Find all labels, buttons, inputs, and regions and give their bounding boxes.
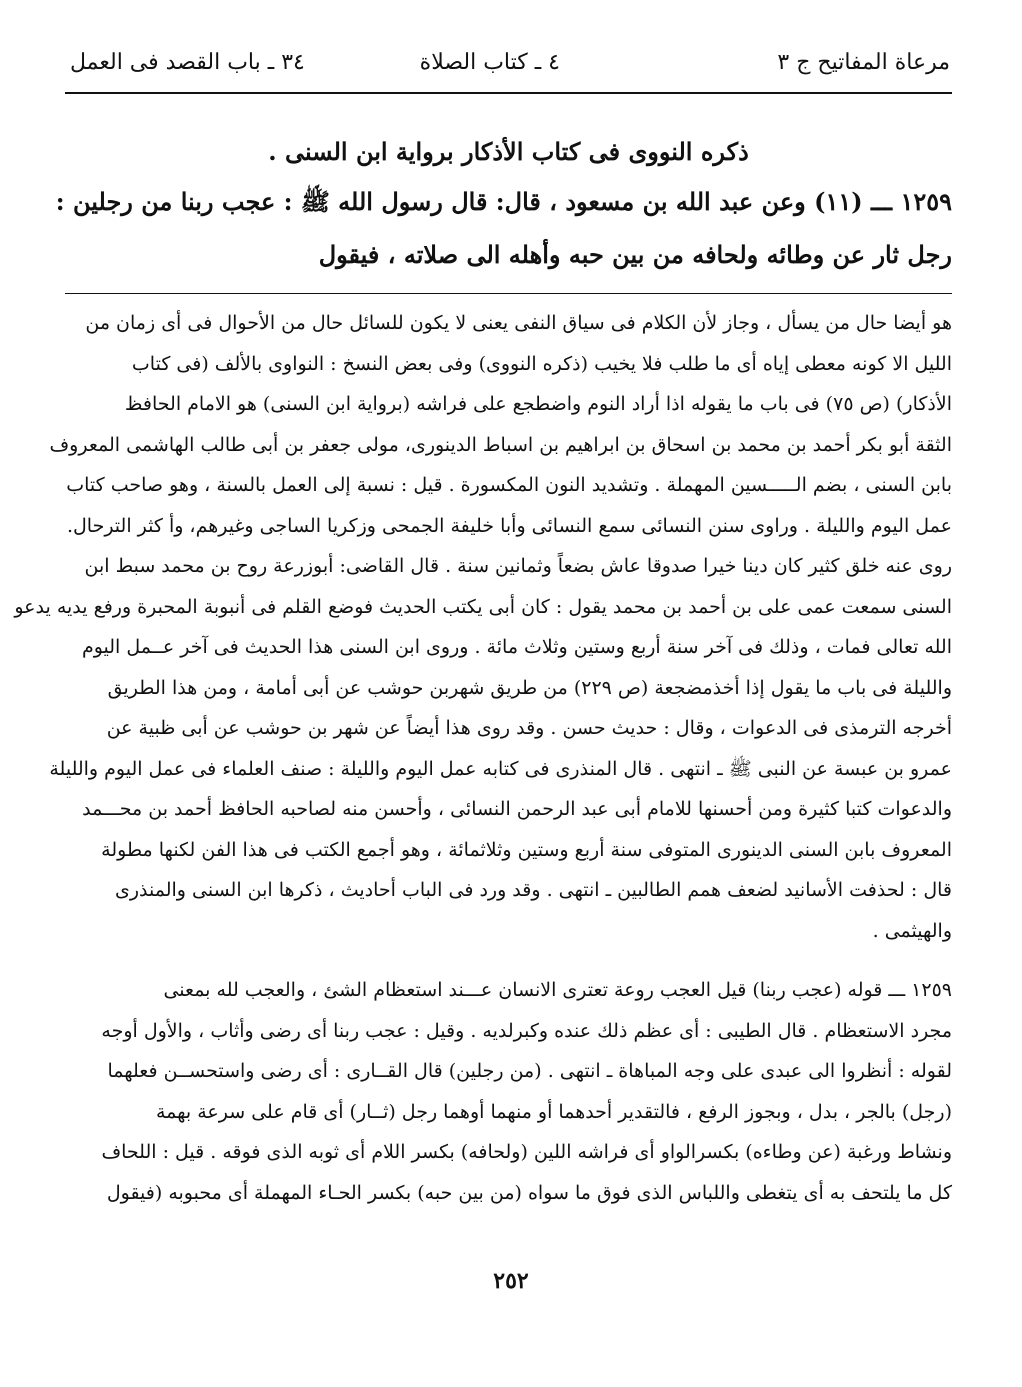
commentary-line: روى عنه خلق كثير كان دينا خيرا صدوقا عاش بضعاً وثمانين سنة . قال القاضى: أبوزرعة روح بن محمد سبط ابن xyxy=(84,555,952,577)
commentary-line: هو أيضا حال من يسأل ، وجاز لأن الكلام فى سياق النفى يعنى لا يكون للسائل حال من الأحوال فى أى زمان من xyxy=(85,312,952,334)
commentary-line: مجرد الاستعظام . قال الطيبى : أى عظم ذلك عنده وكبرلديه . وقيل : عجب ربنا أى رضى وأثاب ، والأول أوجه xyxy=(101,1019,952,1042)
commentary-line: أخرجه الترمذى فى الدعوات ، وقال : حديث حسن . وقد روى هذا أيضاً عن شهر بن حوشب عن أبى ظبية عن xyxy=(106,717,952,739)
commentary-line: قال : لحذفت الأسانيد لضعف همم الطالبين ـ انتهى . وقد ورد فى الباب أحاديث ، ذكرها ابن السنى والمنذرى xyxy=(114,879,952,901)
header-rule xyxy=(65,92,952,94)
commentary-line: الثقة أبو بكر أحمد بن محمد بن اسحاق بن ابراهيم بن اسباط الدينورى، مولى جعفر بن أبى طالب الهاشمى المعروف xyxy=(49,433,952,456)
commentary-line: الأذكار) (ص ٧٥) فى باب ما يقوله اذا أراد النوم واضطجع على فراشه (برواية ابن السنى) هو الامام الحافظ xyxy=(124,393,952,415)
commentary-line: والهيثمى . xyxy=(872,919,952,942)
commentary-line: بابن السنى ، بضم الـــــسين المهملة . وتشديد النون المكسورة . قيل : نسبة إلى العمل بالسنة ، وهو صاحب كتاب xyxy=(66,474,952,496)
commentary-line: المعروف بابن السنى الدينورى المتوفى سنة أربع وستين وثلاثمائة ، وهو أجمع الكتب فى هذا الفن لكنها مطولة xyxy=(101,838,952,861)
header-book-title: مرعاة المفاتيح ج ٣ xyxy=(777,50,950,75)
commentary-line: والدعوات كتبا كثيرة ومن أحسنها للامام أبى عبد الرحمن النسائى ، وأحسن منه لصاحبه الحافظ أحمد بن محـــمد xyxy=(82,798,952,820)
commentary-line: عمرو بن عبسة عن النبى ﷺ ـ انتهى . قال المنذرى فى كتابه عمل اليوم والليلة : صنف العلماء فى عمل اليوم والليلة xyxy=(49,757,952,780)
commentary-block-1 xyxy=(14,303,952,951)
commentary-line: ١٢٥٩ ـــ قوله (عجب ربنا) قيل العجب روعة تعترى الانسان عـــند استعظام الشئ ، والعجب لله بمعنى xyxy=(163,979,952,1001)
commentary-line: الليل الا كونه معطى إياه أى ما طلب فلا يخيب (ذكره النووى) وفى بعض النسخ : النواوى بالألف (فى كتاب xyxy=(131,352,952,375)
commentary-line: (رجل) بالجر ، بدل ، وبجوز الرفع ، فالتقدير أحدهما أو منهما أوهما رجل (ثــار) أى قام على سرعة بهمة xyxy=(155,1100,952,1123)
commentary-line: ونشاط ورغبة (عن وطاءه) بكسرالواو أى فراشه اللين (ولحافه) بكسر اللام أى ثوبه الذى فوقه . قيل : اللحاف xyxy=(101,1141,952,1163)
commentary-line: السنى سمعت عمى على بن أحمد بن محمد يقول : كان أبى يكتب الحديث فوضع القلم فى أنبوبة المحبرة ورفع يديه يدعو xyxy=(14,595,952,618)
commentary-line: عمل اليوم والليلة . وراوى سنن النسائى سمع النسائى وأبا خليفة الجمحى وزكريا الساجى وغيرهم، وأ كثر الترحال. xyxy=(66,514,952,537)
page-number: ٢٥٢ xyxy=(493,1268,529,1294)
commentary-block-2 xyxy=(65,970,952,1213)
commentary-line: الله تعالى فمات ، وذلك فى آخر سنة أربع وستين وثلاث مائة . وروى ابن السنى هذا الحديث فى آخر عــمل اليوم xyxy=(81,636,952,658)
main-text-line-3: رجل ثار عن وطائه ولحافه من بين حبه وأهله الى صلاته ، فيقول xyxy=(318,240,952,269)
main-text-line-2: ١٢٥٩ ـــ (١١) وعن عبد الله بن مسعود ، قال: قال رسول الله ﷺ : عجب ربنا من رجلين : xyxy=(55,187,952,216)
commentary-line: لقوله : أنظروا الى عبدى على وجه المباهاة ـ انتهى . (من رجلين) قال القــارى : أى رضى واستحســن فعلهما xyxy=(107,1060,952,1082)
main-text-line-1: ذكره النووى فى كتاب الأذكار برواية ابن السنى . xyxy=(268,137,749,166)
running-header xyxy=(70,50,950,90)
commentary-line: كل ما يلتحف به أى يتغطى واللباس الذى فوق ما سواه (من بين حبه) بكسر الحـاء المهملة أى محبوبه (فيقول xyxy=(106,1181,952,1204)
header-chapter-title: ٤ ـ كتاب الصلاة xyxy=(419,50,560,75)
header-section-title: ٣٤ ـ باب القصد فى العمل xyxy=(70,50,305,75)
commentary-line: والليلة فى باب ما يقول إذا أخذمضجعة (ص ٢٢٩) من طريق شهربن حوشب عن أبى أمامة ، ومن هذا الطريق xyxy=(107,676,952,699)
text-commentary-separator xyxy=(65,293,952,294)
